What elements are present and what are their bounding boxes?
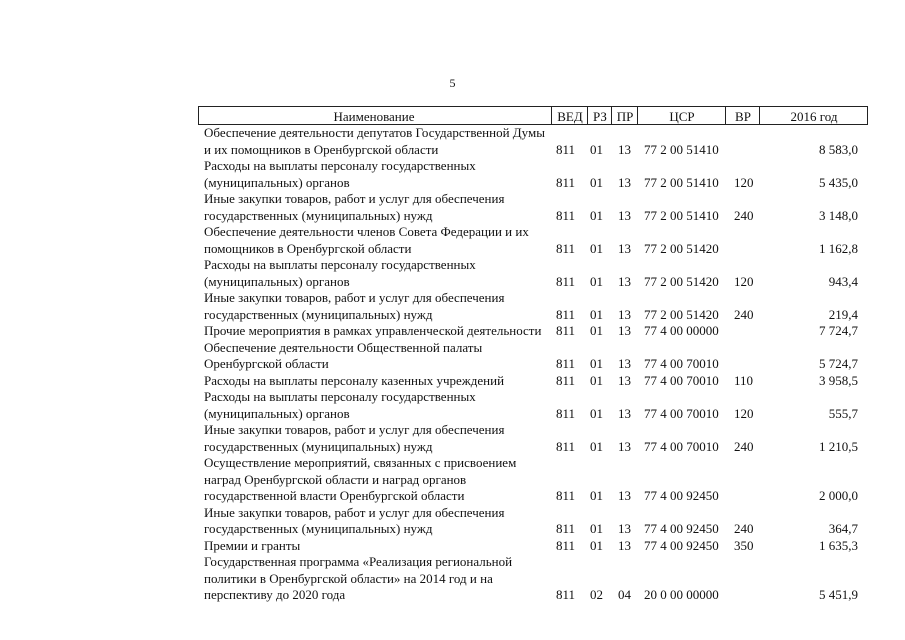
row-name-line: Оренбургской области bbox=[204, 356, 329, 371]
row-ved: 811 bbox=[556, 488, 576, 503]
table-row bbox=[198, 455, 868, 505]
row-rz: 01 bbox=[590, 438, 603, 454]
table-body bbox=[198, 125, 868, 604]
row-name-line: наград Оренбургской области и наград органов bbox=[204, 471, 467, 487]
header-ved: ВЕД bbox=[551, 107, 588, 124]
row-rz: 01 bbox=[590, 174, 603, 190]
table-row bbox=[198, 125, 868, 158]
row-vr: 350 bbox=[734, 537, 754, 553]
row-ved: 811 bbox=[556, 273, 576, 289]
table-row bbox=[198, 290, 868, 323]
row-name-line: Иные закупки товаров, работ и услуг для обеспечения bbox=[204, 504, 505, 520]
table-row bbox=[198, 554, 868, 604]
row-rz: 01 bbox=[590, 141, 603, 157]
table-row bbox=[198, 191, 868, 224]
table-row bbox=[198, 224, 868, 257]
row-ved: 811 bbox=[556, 405, 576, 421]
row-amount: 5 435,0 bbox=[819, 174, 858, 190]
header-rz: РЗ bbox=[587, 107, 612, 124]
row-name-line: (муниципальных) органов bbox=[204, 405, 350, 421]
row-name-line: Расходы на выплаты персоналу государственных bbox=[204, 158, 476, 173]
row-vr: 240 bbox=[734, 521, 754, 536]
row-pr: 13 bbox=[618, 356, 631, 371]
row-vr: 120 bbox=[734, 405, 754, 421]
row-name-line: Иные закупки товаров, работ и услуг для обеспечения bbox=[204, 422, 505, 437]
row-csr: 77 2 00 51410 bbox=[644, 174, 719, 190]
row-name-line: Премии и гранты bbox=[204, 537, 301, 553]
row-ved: 811 bbox=[556, 174, 576, 190]
header-vr: ВР bbox=[725, 107, 760, 124]
row-rz: 02 bbox=[590, 587, 603, 602]
row-csr: 77 4 00 92450 bbox=[644, 537, 719, 553]
row-amount: 5 724,7 bbox=[819, 356, 858, 371]
table-row bbox=[198, 257, 868, 290]
header-year: 2016 год bbox=[759, 107, 868, 124]
row-name-line: Обеспечение деятельности депутатов Государственной Думы bbox=[204, 125, 545, 140]
row-ved: 811 bbox=[556, 240, 576, 256]
row-amount: 364,7 bbox=[828, 521, 858, 536]
row-name-line: Прочие мероприятия в рамках управленческой деятельности bbox=[204, 323, 542, 338]
row-name bbox=[198, 224, 549, 257]
row-amount: 2 000,0 bbox=[819, 488, 858, 503]
row-amount: 943,4 bbox=[828, 273, 858, 289]
row-rz: 01 bbox=[590, 323, 603, 338]
row-amount: 3 148,0 bbox=[819, 207, 858, 223]
row-amount: 1 635,3 bbox=[819, 537, 858, 553]
row-name-line: (муниципальных) органов bbox=[204, 273, 350, 289]
row-rz: 01 bbox=[590, 372, 603, 388]
row-ved: 811 bbox=[556, 141, 576, 157]
row-name bbox=[198, 323, 549, 340]
row-ved: 811 bbox=[556, 356, 576, 371]
row-ved: 811 bbox=[556, 521, 576, 536]
row-name-line: государственных (муниципальных) нужд bbox=[204, 438, 433, 454]
table-row bbox=[198, 389, 868, 422]
row-name bbox=[198, 389, 549, 422]
row-pr: 13 bbox=[618, 537, 631, 553]
row-rz: 01 bbox=[590, 240, 603, 256]
row-amount: 219,4 bbox=[828, 306, 858, 322]
row-name bbox=[198, 455, 549, 505]
row-name-line: Обеспечение деятельности Общественной палаты bbox=[204, 339, 483, 355]
row-vr: 110 bbox=[734, 372, 754, 388]
header-name: Наименование bbox=[333, 109, 415, 124]
row-ved: 811 bbox=[556, 587, 576, 602]
row-amount: 1 210,5 bbox=[819, 438, 858, 454]
row-pr: 13 bbox=[618, 521, 631, 536]
row-ved: 811 bbox=[556, 372, 576, 388]
header-csr: ЦСР bbox=[637, 107, 726, 124]
row-pr: 13 bbox=[618, 174, 631, 190]
row-ved: 811 bbox=[556, 207, 576, 223]
row-vr: 240 bbox=[734, 306, 754, 322]
row-name-line: Обеспечение деятельности членов Совета Федерации и их bbox=[204, 224, 529, 239]
row-name bbox=[198, 538, 549, 555]
row-name bbox=[198, 257, 549, 290]
row-rz: 01 bbox=[590, 207, 603, 223]
row-name bbox=[198, 505, 549, 538]
row-csr: 77 4 00 70010 bbox=[644, 372, 719, 388]
row-name bbox=[198, 373, 549, 390]
header-pr: ПР bbox=[611, 107, 638, 124]
row-name-line: Осуществление мероприятий, связанных с присвоением bbox=[204, 455, 517, 470]
row-csr: 20 0 00 00000 bbox=[644, 587, 719, 602]
row-rz: 01 bbox=[590, 488, 603, 503]
row-name bbox=[198, 554, 549, 604]
row-pr: 13 bbox=[618, 240, 631, 256]
row-csr: 77 4 00 92450 bbox=[644, 488, 719, 503]
row-name-line: государственных (муниципальных) нужд bbox=[204, 306, 433, 322]
row-rz: 01 bbox=[590, 273, 603, 289]
table-row bbox=[198, 538, 868, 555]
row-pr: 13 bbox=[618, 372, 631, 388]
row-pr: 04 bbox=[618, 587, 631, 602]
row-csr: 77 4 00 92450 bbox=[644, 521, 719, 536]
row-name bbox=[198, 191, 549, 224]
row-csr: 77 2 00 51420 bbox=[644, 306, 719, 322]
row-csr: 77 4 00 70010 bbox=[644, 356, 719, 371]
row-vr: 240 bbox=[734, 207, 754, 223]
row-name bbox=[198, 290, 549, 323]
row-name-line: государственной власти Оренбургской области bbox=[204, 488, 465, 503]
row-vr: 120 bbox=[734, 174, 754, 190]
row-name-line: помощников в Оренбургской области bbox=[204, 240, 412, 256]
row-name bbox=[198, 422, 549, 455]
row-name-line: и их помощников в Оренбургской области bbox=[204, 141, 439, 157]
table-row bbox=[198, 158, 868, 191]
row-amount: 3 958,5 bbox=[819, 372, 858, 388]
page-number: 5 bbox=[449, 76, 456, 90]
row-vr: 120 bbox=[734, 273, 754, 289]
row-ved: 811 bbox=[556, 537, 576, 553]
row-csr: 77 2 00 51410 bbox=[644, 207, 719, 223]
row-name-line: Иные закупки товаров, работ и услуг для обеспечения bbox=[204, 290, 505, 305]
row-pr: 13 bbox=[618, 207, 631, 223]
row-name-line: Расходы на выплаты персоналу государственных bbox=[204, 257, 476, 272]
row-name bbox=[198, 125, 549, 158]
table-row bbox=[198, 505, 868, 538]
row-csr: 77 2 00 51420 bbox=[644, 273, 719, 289]
row-csr: 77 2 00 51410 bbox=[644, 141, 719, 157]
row-name bbox=[198, 340, 549, 373]
row-pr: 13 bbox=[618, 306, 631, 322]
row-pr: 13 bbox=[618, 141, 631, 157]
row-name-line: Расходы на выплаты персоналу государственных bbox=[204, 389, 476, 404]
row-name-line: Расходы на выплаты персоналу казенных учреждений bbox=[204, 372, 505, 388]
row-name-line: государственных (муниципальных) нужд bbox=[204, 207, 433, 223]
budget-table bbox=[198, 106, 868, 604]
row-vr: 240 bbox=[734, 438, 754, 454]
row-pr: 13 bbox=[618, 488, 631, 503]
row-ved: 811 bbox=[556, 306, 576, 322]
row-ved: 811 bbox=[556, 323, 576, 338]
row-rz: 01 bbox=[590, 405, 603, 421]
row-rz: 01 bbox=[590, 537, 603, 553]
row-name-line: (муниципальных) органов bbox=[204, 174, 350, 190]
row-csr: 77 4 00 70010 bbox=[644, 405, 719, 421]
row-rz: 01 bbox=[590, 521, 603, 536]
row-pr: 13 bbox=[618, 438, 631, 454]
row-pr: 13 bbox=[618, 405, 631, 421]
row-amount: 7 724,7 bbox=[819, 323, 858, 338]
row-rz: 01 bbox=[590, 306, 603, 322]
row-csr: 77 4 00 00000 bbox=[644, 323, 719, 338]
row-csr: 77 2 00 51420 bbox=[644, 240, 719, 256]
row-rz: 01 bbox=[590, 356, 603, 371]
row-amount: 5 451,9 bbox=[819, 587, 858, 602]
row-name-line: Иные закупки товаров, работ и услуг для обеспечения bbox=[204, 191, 505, 206]
table-row bbox=[198, 323, 868, 340]
row-name-line: Государственная программа «Реализация региональной bbox=[204, 554, 513, 569]
row-pr: 13 bbox=[618, 273, 631, 289]
row-amount: 8 583,0 bbox=[819, 141, 858, 157]
row-name-line: политики в Оренбургской области» на 2014 год и на bbox=[204, 570, 493, 586]
row-name-line: государственных (муниципальных) нужд bbox=[204, 521, 433, 536]
row-name bbox=[198, 158, 549, 191]
row-amount: 555,7 bbox=[828, 405, 858, 421]
table-row bbox=[198, 340, 868, 373]
table-row bbox=[198, 422, 868, 455]
row-csr: 77 4 00 70010 bbox=[644, 438, 719, 454]
table-header bbox=[198, 106, 868, 125]
table-row bbox=[198, 373, 868, 390]
row-amount: 1 162,8 bbox=[819, 240, 858, 256]
row-pr: 13 bbox=[618, 323, 631, 338]
row-name-line: перспективу до 2020 года bbox=[204, 587, 346, 602]
row-ved: 811 bbox=[556, 438, 576, 454]
